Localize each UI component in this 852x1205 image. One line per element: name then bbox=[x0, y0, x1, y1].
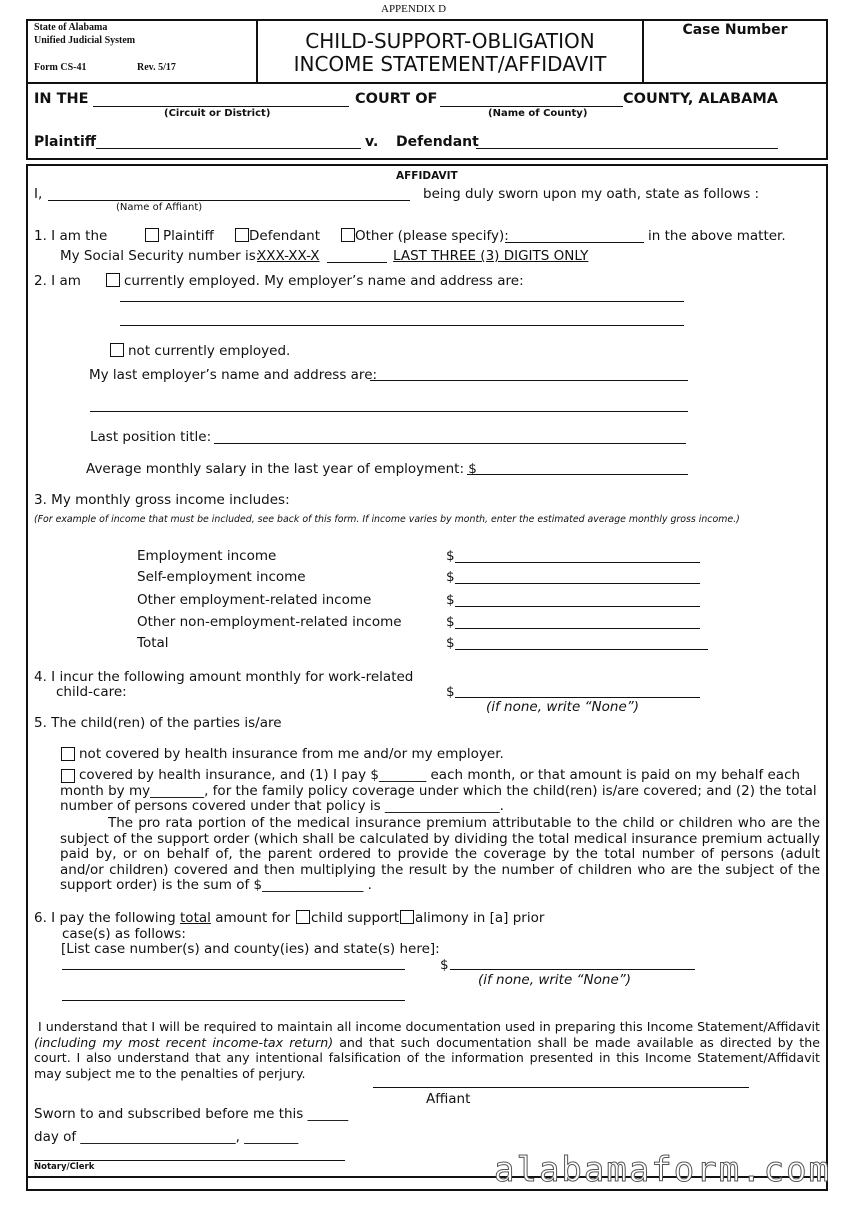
childcare-field[interactable] bbox=[455, 697, 700, 698]
plaintiff-checkbox[interactable] bbox=[145, 228, 159, 242]
ssn-label: My Social Security number is: bbox=[60, 248, 261, 264]
ssn-note: LAST THREE (3) DIGITS ONLY bbox=[393, 248, 589, 264]
child-support-label: child support bbox=[311, 910, 400, 926]
county-field[interactable] bbox=[440, 106, 623, 107]
section6-text-a: 6. I pay the following bbox=[34, 910, 176, 926]
section1-intro: 1. I am the bbox=[34, 228, 108, 244]
plaintiff-option-label: Plaintiff bbox=[163, 228, 214, 244]
ssn-value: XXX-XX-X bbox=[257, 248, 320, 264]
income-total-field[interactable] bbox=[455, 649, 708, 650]
income-self-employment-field[interactable] bbox=[455, 583, 700, 584]
last-position-field[interactable] bbox=[214, 443, 686, 444]
county-hint: (Name of County) bbox=[488, 108, 588, 119]
case-number-field[interactable] bbox=[646, 42, 824, 80]
understanding-text-b: and that such documentation shall be made available as directed by the court. I also understand that any intentional falsification of the information presented in this Income Statement/Affidavit may subject me to the penalties of perjury. bbox=[34, 1034, 820, 1081]
sworn-statement: being duly sworn upon my oath, state as follows : bbox=[423, 186, 760, 202]
section6-total: total bbox=[180, 910, 211, 926]
case-number-label: Case Number bbox=[682, 22, 788, 38]
watermark: alabamaform.com bbox=[494, 1150, 832, 1190]
if-none-note: (if none, write “None”) bbox=[486, 699, 640, 715]
dollar-sign: $ bbox=[446, 635, 455, 651]
form-revision: Rev. 5/17 bbox=[137, 62, 176, 73]
affiant-name-field[interactable] bbox=[48, 200, 410, 201]
understanding-text-italic: (including my most recent income-tax return) bbox=[34, 1034, 334, 1050]
employed-checkbox[interactable] bbox=[106, 273, 120, 287]
county-alabama-label: COUNTY, ALABAMA bbox=[623, 91, 779, 107]
in-the-label: IN THE bbox=[34, 91, 89, 107]
affiant-label: Affiant bbox=[426, 1091, 471, 1107]
income-non-employment-label: Other non-employment-related income bbox=[137, 614, 402, 630]
covered-paragraph: covered by health insurance, and (1) I pay $_______ each month, or that amount is paid on my behalf each month by my________, for the family policy coverage under which the child(ren) is/are covered; and (2) the total number of persons covered under that policy is _________________. bbox=[60, 767, 817, 815]
not-covered-label: not covered by health insurance from me and/or my employer. bbox=[79, 746, 504, 762]
dollar-sign: $ bbox=[446, 614, 455, 630]
alimony-label: alimony in [a] prior bbox=[415, 910, 545, 926]
income-other-employment-field[interactable] bbox=[455, 606, 700, 607]
section6-line3: [List case number(s) and county(ies) and state(s) here]: bbox=[61, 941, 440, 957]
form-title-line2: INCOME STATEMENT/AFFIDAVIT bbox=[293, 52, 607, 76]
understanding-paragraph bbox=[34, 1019, 820, 1081]
court-of-label: COURT OF bbox=[355, 91, 438, 107]
prior-payment-field[interactable] bbox=[450, 969, 695, 970]
defendant-label: Defendant bbox=[396, 134, 479, 150]
section1-tail: in the above matter. bbox=[648, 228, 786, 244]
employer-line-2[interactable] bbox=[120, 325, 684, 326]
understanding-text-a: I understand that I will be required to maintain all income documentation used in preparing this Income Statement/Affidavit bbox=[38, 1019, 820, 1034]
not-employed-label: not currently employed. bbox=[128, 343, 291, 359]
last-employer-field[interactable] bbox=[370, 380, 688, 381]
affiant-signature-field[interactable] bbox=[373, 1087, 749, 1088]
prorata-paragraph: The pro rata portion of the medical insurance premium attributable to the child or children who are the subject of the support order (which shall be calculated by dividing the total medical insurance premium actually paid by, or on behalf of, the parent ordered to provide the coverage by the total number of persons (adult and/or children) covered and then multiplying the result by the number of children who are the subject of the support order) is the sum of $_______________ . bbox=[60, 815, 820, 894]
section3-intro: 3. My monthly gross income includes: bbox=[34, 492, 290, 508]
dollar-sign: $ bbox=[446, 684, 455, 700]
other-specify-field[interactable] bbox=[505, 242, 644, 243]
dollar-sign: $ bbox=[446, 569, 455, 585]
income-non-employment-field[interactable] bbox=[455, 628, 700, 629]
prior-cases-field-1[interactable] bbox=[62, 969, 405, 970]
last-position-label: Last position title: bbox=[90, 429, 212, 445]
defendant-option-label: Defendant bbox=[249, 228, 321, 244]
prior-cases-field-2[interactable] bbox=[62, 1000, 405, 1001]
section6-text-b: amount for bbox=[215, 910, 291, 926]
circuit-hint: (Circuit or District) bbox=[164, 108, 271, 119]
avg-salary-field[interactable] bbox=[467, 474, 688, 475]
court-type-field[interactable] bbox=[93, 106, 349, 107]
dollar-sign: $ bbox=[440, 957, 449, 973]
plaintiff-label: Plaintiff bbox=[34, 134, 97, 150]
section2-intro: 2. I am bbox=[34, 273, 81, 289]
notary-label: Notary/Clerk bbox=[34, 1162, 95, 1172]
appendix-label: APPENDIX D bbox=[381, 3, 447, 15]
last-employer-label: My last employer’s name and address are: bbox=[89, 367, 378, 383]
affidavit-heading: AFFIDAVIT bbox=[396, 170, 458, 182]
not-covered-checkbox[interactable] bbox=[61, 747, 75, 761]
sworn-to-label: Sworn to and subscribed before me this ______ bbox=[34, 1106, 349, 1122]
if-none-note-2: (if none, write “None”) bbox=[478, 972, 632, 988]
day-of-label: day of _______________________, ________ bbox=[34, 1129, 299, 1145]
section6-intro bbox=[34, 910, 290, 926]
income-other-employment-label: Other employment-related income bbox=[137, 592, 372, 608]
i-label: I, bbox=[34, 186, 43, 202]
state-label: State of Alabama bbox=[34, 22, 108, 33]
section4-line1: 4. I incur the following amount monthly for work-related bbox=[34, 669, 414, 685]
section3-note: (For example of income that must be included, see back of this form. If income varies by month, enter the estimated average monthly gross income.) bbox=[34, 514, 740, 525]
affiant-hint: (Name of Affiant) bbox=[116, 202, 203, 213]
defendant-checkbox[interactable] bbox=[235, 228, 249, 242]
last-employer-line-2[interactable] bbox=[90, 411, 688, 412]
employed-label: currently employed. My employer’s name and address are: bbox=[124, 273, 524, 289]
not-employed-checkbox[interactable] bbox=[110, 343, 124, 357]
child-support-checkbox[interactable] bbox=[296, 910, 310, 924]
ssn-digits-field[interactable] bbox=[327, 262, 387, 263]
plaintiff-field[interactable] bbox=[96, 148, 361, 149]
defendant-field[interactable] bbox=[476, 148, 778, 149]
employer-line-1[interactable] bbox=[120, 301, 684, 302]
form-title-line1: CHILD-SUPPORT-OBLIGATION bbox=[305, 29, 595, 53]
system-label: Unified Judicial System bbox=[34, 35, 136, 46]
versus-label: v. bbox=[365, 134, 379, 150]
form-number: Form CS-41 bbox=[34, 62, 87, 73]
section6-line2: case(s) as follows: bbox=[62, 926, 186, 942]
income-total-label: Total bbox=[137, 635, 169, 651]
section4-line2: child-care: bbox=[56, 684, 127, 700]
dollar-sign: $ bbox=[446, 592, 455, 608]
section5-intro: 5. The child(ren) of the parties is/are bbox=[34, 715, 282, 731]
other-checkbox[interactable] bbox=[341, 228, 355, 242]
income-self-employment-label: Self-employment income bbox=[137, 569, 306, 585]
alimony-checkbox[interactable] bbox=[400, 910, 414, 924]
dollar-sign: $ bbox=[446, 548, 455, 564]
income-employment-label: Employment income bbox=[137, 548, 277, 564]
avg-salary-label: Average monthly salary in the last year of employment: $ bbox=[86, 461, 477, 477]
notary-signature-field[interactable] bbox=[34, 1160, 345, 1161]
income-employment-field[interactable] bbox=[455, 562, 700, 563]
other-option-label: Other (please specify): bbox=[355, 228, 509, 244]
